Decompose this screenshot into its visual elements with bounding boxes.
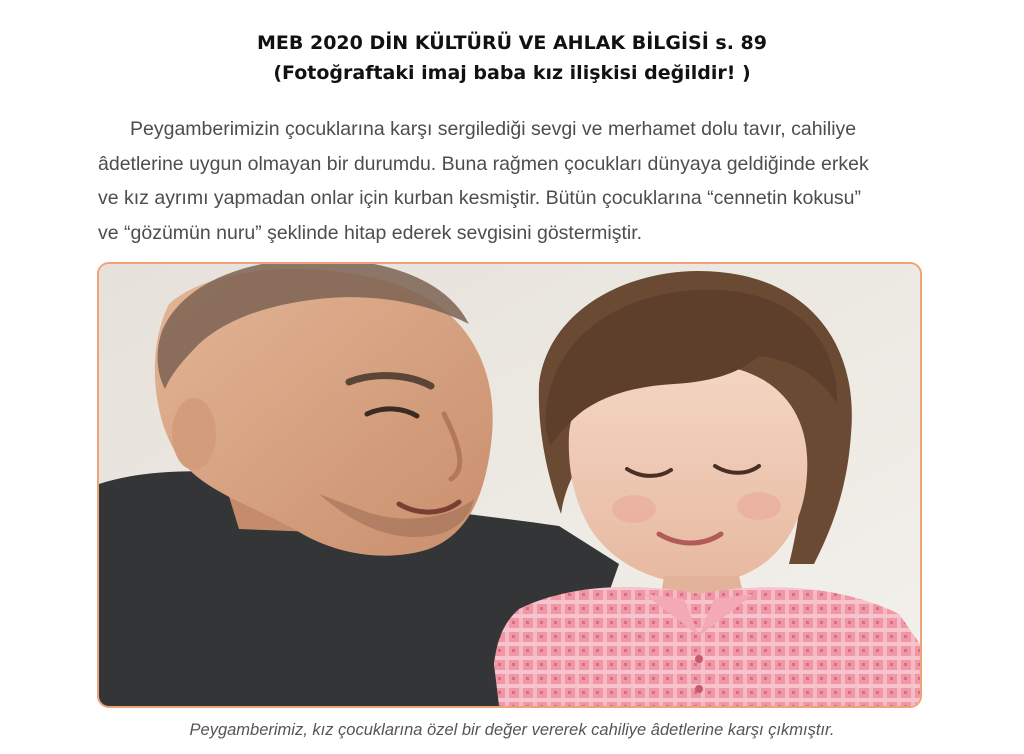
photo-illustration — [99, 264, 920, 706]
photo-frame — [97, 262, 922, 708]
paragraph-line-1: Peygamberimizin çocuklarına karşı sergilediği sevgi ve merhamet dolu tavır, cahiliye — [130, 118, 857, 140]
body-paragraph — [98, 112, 934, 250]
photo-caption: Peygamberimiz, kız çocuklarına özel bir değer vererek cahiliye âdetlerine karşı çıkmıştır. — [189, 721, 835, 739]
paragraph-line-4: ve “gözümün nuru” şeklinde hitap ederek sevgisini göstermiştir. — [98, 221, 643, 244]
girl-shirt — [494, 587, 920, 706]
header-title-line-1: MEB 2020 DİN KÜLTÜRÜ VE AHLAK BİLGİSİ s. 89 — [256, 32, 767, 54]
header-title-line-2: (Fotoğraftaki imaj baba kız ilişkisi değildir! ) — [273, 62, 751, 84]
paragraph-line-3: ve kız ayrımı yapmadan onlar için kurban kesmiştir. Bütün çocuklarına “cennetin kokusu” — [98, 187, 862, 209]
paragraph-line-2: âdetlerine uygun olmayan bir durumdu. Buna rağmen çocukları dünyaya geldiğinde erkek — [98, 152, 869, 175]
page-header — [0, 28, 1024, 88]
